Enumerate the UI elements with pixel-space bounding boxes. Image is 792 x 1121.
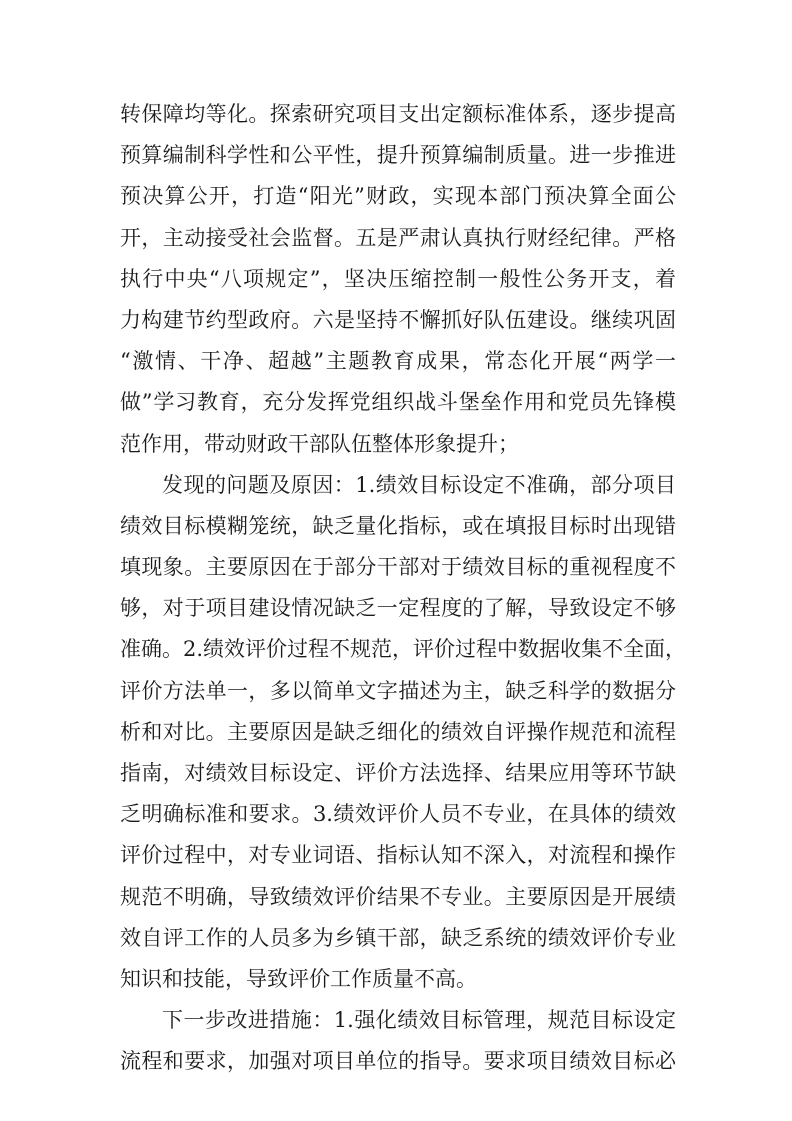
paragraph-line: 执行中央“八项规定”，坚决压缩控制一般性公务开支，着 <box>120 266 676 291</box>
paragraph-line: 开，主动接受社会监督。五是严肃认真执行财经纪律。严格 <box>120 225 676 250</box>
paragraph-line: 评价过程中，对专业词语、指标认知不深入，对流程和操作 <box>120 843 676 868</box>
paragraph-line: 预算编制科学性和公平性，提升预算编制质量。进一步推进 <box>120 143 676 168</box>
paragraph-line: 转保障均等化。探索研究项目支出定额标准体系，逐步提高 <box>120 102 676 126</box>
paragraph-line: 析和对比。主要原因是缺乏细化的绩效自评操作规范和流程 <box>120 719 676 744</box>
paragraph-line: 指南，对绩效目标设定、评价方法选择、结果应用等环节缺 <box>120 761 676 785</box>
paragraph-line: 规范不明确，导致绩效评价结果不专业。主要原因是开展绩 <box>120 884 676 909</box>
paragraph-line: “激情、干净、超越”主题教育成果，常态化开展“两学一 <box>120 349 676 374</box>
paragraph-line: 够，对于项目建设情况缺乏一定程度的了解，导致设定不够 <box>120 596 676 621</box>
paragraph-line: 乏明确标准和要求。3.绩效评价人员不专业，在具体的绩效 <box>120 802 676 827</box>
paragraph-line: 发现的问题及原因：1.绩效目标设定不准确，部分项目 <box>162 472 676 497</box>
paragraph-line: 流程和要求，加强对项目单位的指导。要求项目绩效目标必 <box>120 1049 676 1074</box>
paragraph-line: 力构建节约型政府。六是坚持不懈抓好队伍建设。继续巩固 <box>120 307 676 332</box>
paragraph-line: 范作用，带动财政干部队伍整体形象提升； <box>120 431 519 456</box>
paragraph-line: 做”学习教育，充分发挥党组织战斗堡垒作用和党员先锋模 <box>120 390 676 415</box>
document-body <box>120 94 687 1083</box>
paragraph-line: 下一步改进措施：1.强化绩效目标管理，规范目标设定 <box>162 1008 676 1033</box>
paragraph-line: 绩效目标模糊笼统，缺乏量化指标，或在填报目标时出现错 <box>120 513 676 538</box>
paragraph-line: 预决算公开，打造“阳光”财政，实现本部门预决算全面公 <box>120 184 676 209</box>
paragraph-line: 准确。2.绩效评价过程不规范，评价过程中数据收集不全面， <box>120 637 687 662</box>
paragraph-line: 填现象。主要原因在于部分干部对于绩效目标的重视程度不 <box>120 555 676 580</box>
paragraph-line: 知识和技能，导致评价工作质量不高。 <box>120 966 477 991</box>
paragraph-line: 效自评工作的人员多为乡镇干部，缺乏系统的绩效评价专业 <box>120 925 676 950</box>
paragraph-line: 评价方法单一，多以简单文字描述为主，缺乏科学的数据分 <box>120 678 676 703</box>
